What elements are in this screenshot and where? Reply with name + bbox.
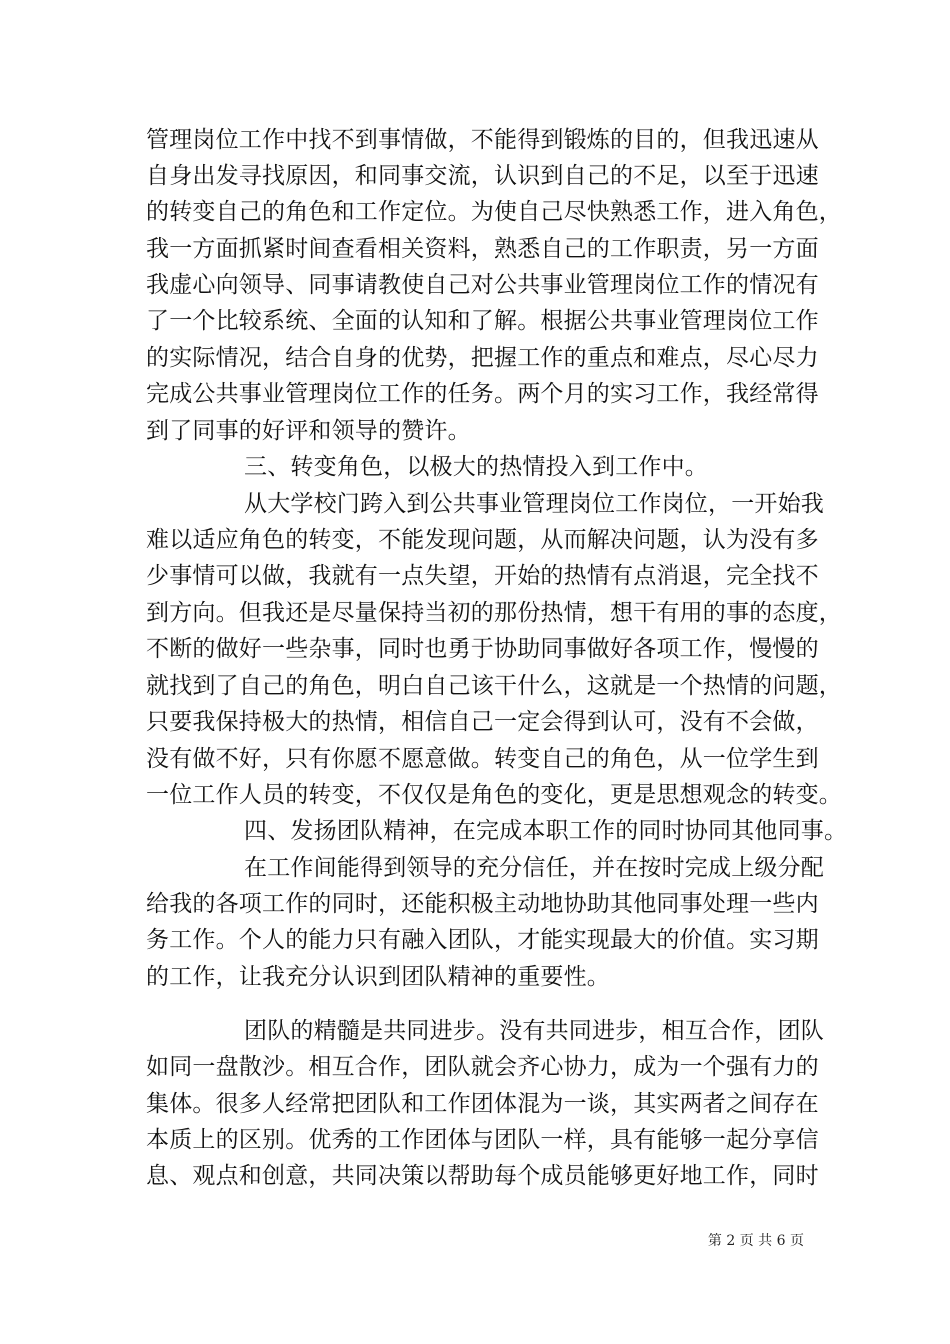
body-text-line: 一位工作人员的转变，不仅仅是角色的变化，更是思想观念的转变。	[146, 782, 842, 808]
body-text-line: 没有做不好，只有你愿不愿意做。转变自己的角色，从一位学生到	[146, 746, 819, 772]
body-text-line: 在工作间能得到领导的充分信任，并在按时完成上级分配	[244, 855, 824, 881]
body-text-line: 了一个比较系统、全面的认知和了解。根据公共事业管理岗位工作	[146, 308, 819, 334]
body-text-line: 的转变自己的角色和工作定位。为使自己尽快熟悉工作，进入角色，	[146, 199, 842, 225]
body-text-line: 我一方面抓紧时间查看相关资料，熟悉自己的工作职责，另一方面	[146, 236, 819, 262]
body-text-line: 本质上的区别。优秀的工作团体与团队一样，具有能够一起分享信	[146, 1127, 819, 1153]
body-text-line: 自身出发寻找原因，和同事交流，认识到自己的不足，以至于迅速	[146, 163, 819, 189]
section-heading: 四、发扬团队精神，在完成本职工作的同时协同其他同事。	[244, 818, 848, 844]
body-text-line: 到方向。但我还是尽量保持当初的那份热情，想干有用的事的态度，	[146, 600, 842, 626]
body-text-line: 的实际情况，结合自身的优势，把握工作的重点和难点，尽心尽力	[146, 345, 819, 371]
body-text-line: 息、观点和创意，共同决策以帮助每个成员能够更好地工作，同时	[146, 1163, 819, 1189]
body-text-line: 我虚心向领导、同事请教使自己对公共事业管理岗位工作的情况有	[146, 272, 819, 298]
body-text-line: 团队的精髓是共同进步。没有共同进步，相互合作，团队	[244, 1018, 824, 1044]
body-text-line: 集体。很多人经常把团队和工作团体混为一谈，其实两者之间存在	[146, 1091, 819, 1117]
body-text-line: 管理岗位工作中找不到事情做，不能得到锻炼的目的，但我迅速从	[146, 127, 819, 153]
body-text-line: 完成公共事业管理岗位工作的任务。两个月的实习工作，我经常得	[146, 381, 819, 407]
body-text-line: 到了同事的好评和领导的赞许。	[146, 418, 471, 444]
body-text-line: 从大学校门跨入到公共事业管理岗位工作岗位，一开始我	[244, 491, 824, 517]
body-text-line: 如同一盘散沙。相互合作，团队就会齐心协力，成为一个强有力的	[146, 1054, 819, 1080]
body-text-line: 务工作。个人的能力只有融入团队，才能实现最大的价值。实习期	[146, 927, 819, 953]
body-text-line: 不断的做好一些杂事，同时也勇于协助同事做好各项工作，慢慢的	[146, 636, 819, 662]
body-text-line: 只要我保持极大的热情，相信自己一定会得到认可，没有不会做，	[146, 709, 819, 735]
body-text-line: 的工作，让我充分认识到团队精神的重要性。	[146, 964, 610, 990]
body-text-line: 难以适应角色的转变，不能发现问题，从而解决问题，认为没有多	[146, 527, 819, 553]
page-number-footer: 第 2 页 共 6 页	[707, 1233, 804, 1249]
body-text-line: 给我的各项工作的同时，还能积极主动地协助其他同事处理一些内	[146, 891, 819, 917]
section-heading: 三、转变角色，以极大的热情投入到工作中。	[244, 454, 708, 480]
body-text-line: 少事情可以做，我就有一点失望，开始的热情有点消退，完全找不	[146, 563, 819, 589]
body-text-line: 就找到了自己的角色，明白自己该干什么，这就是一个热情的问题，	[146, 673, 842, 699]
